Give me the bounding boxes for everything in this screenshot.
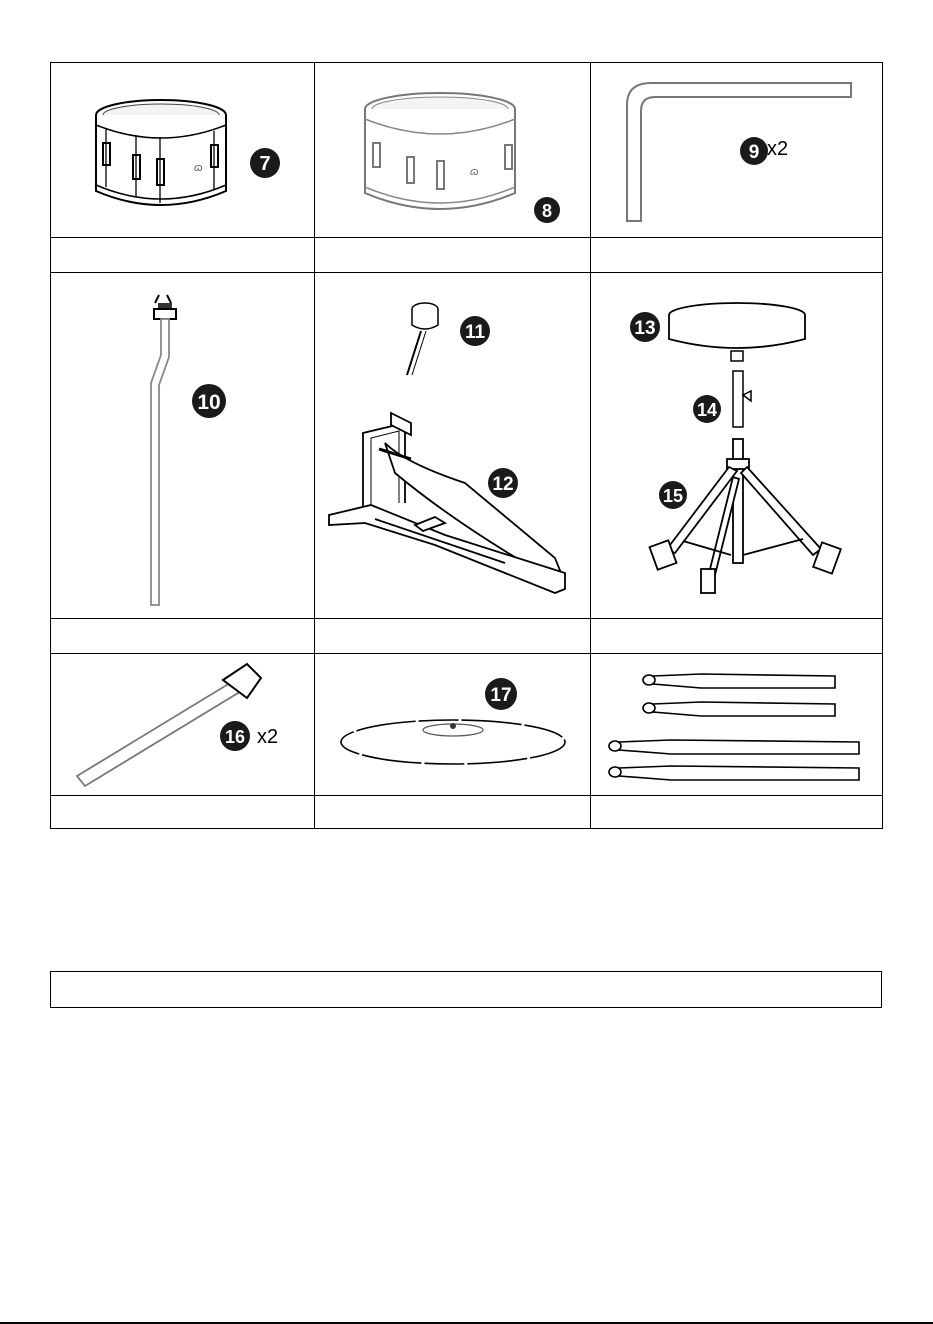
- quantity-label: x2: [257, 726, 279, 748]
- cell-drumsticks: [591, 654, 883, 796]
- cell-part-17: [315, 654, 591, 796]
- cell-part-9: [591, 63, 883, 238]
- part-number: 10: [197, 391, 221, 414]
- l-rod-drawing: [591, 63, 883, 237]
- label-cell: [51, 238, 315, 273]
- cymbal-drawing: [315, 654, 591, 795]
- svg-text:ɷ: ɷ: [194, 162, 203, 174]
- label-cell: [591, 619, 883, 654]
- leg-rod-drawing: [51, 654, 315, 795]
- drum-throne-drawing: [591, 273, 883, 618]
- floor-tom-drawing: [315, 63, 591, 237]
- label-cell: [51, 619, 315, 654]
- label-cell: [591, 238, 883, 273]
- cymbal-stand-rod-drawing: [51, 273, 315, 618]
- tom-drum-drawing: [51, 63, 315, 237]
- drumsticks-drawing: [591, 654, 883, 795]
- part-number: 17: [490, 685, 512, 706]
- cell-part-7: [51, 63, 315, 238]
- parts-table: [50, 62, 883, 829]
- part-number: 7: [259, 153, 271, 175]
- cell-part-8: [315, 63, 591, 238]
- label-cell: [51, 796, 315, 829]
- label-cell: [315, 619, 591, 654]
- label-cell: [591, 796, 883, 829]
- part-number: 9: [748, 142, 760, 163]
- cell-part-13-15: [591, 273, 883, 619]
- cell-part-10: [51, 273, 315, 619]
- quantity-label: x2: [767, 138, 789, 160]
- part-number: 13: [634, 318, 656, 339]
- svg-text:ɷ: ɷ: [470, 166, 479, 178]
- part-number: 12: [492, 474, 514, 495]
- part-number: 8: [541, 201, 553, 221]
- cell-part-11-12: [315, 273, 591, 619]
- label-cell: [315, 238, 591, 273]
- part-number: 11: [464, 322, 486, 343]
- note-box: [50, 971, 882, 1008]
- bass-pedal-drawing: [315, 273, 591, 618]
- label-cell: [315, 796, 591, 829]
- part-number: 15: [662, 486, 684, 506]
- part-number: 16: [224, 727, 246, 747]
- part-number: 14: [696, 400, 718, 420]
- cell-part-16: [51, 654, 315, 796]
